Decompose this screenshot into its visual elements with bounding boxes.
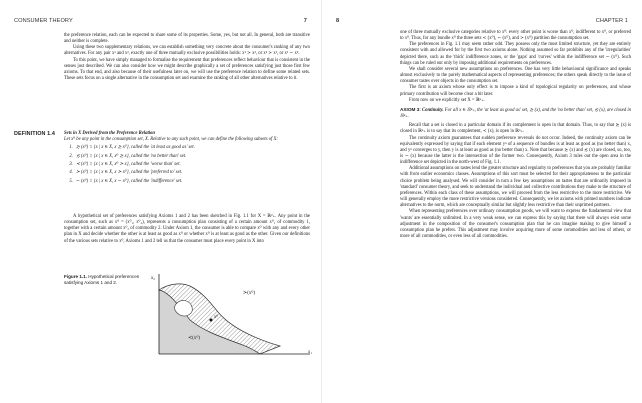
upper-set-label: ≻(x⁰) xyxy=(243,291,256,296)
list-item: 5. ∼ (x⁰) ≡ {x | x ∈ X, x ∼ x⁰}, called the 'indifference' set. xyxy=(74,179,310,185)
figure-caption-text: Hypothetical preferences satisfying Axioms 1 and 2. xyxy=(64,274,140,285)
running-head-right: CHAPTER 1 xyxy=(595,18,628,24)
running-head-left: CONSUMER THEORY xyxy=(14,18,73,24)
axiom-title: Continuity. xyxy=(422,107,444,113)
paragraph: To this point, we have simply managed to formalise the requirement that preferences reflect behaviour that is consistent in the senses just described. We can also consider how we might describe graphically a set of preferences satisfying just those first few axioms. To that end, and also because of their usefulness later on, we will use the preference relation to define some related sets. These sets focus on a single alternative in the consumption set and examine the ranking of all other alternatives relative to it. xyxy=(64,57,310,82)
axiom-text: For all x ∈ ℝⁿ₊, the 'at least as good as' set, ≿ (x), and the 'no better than' set, ≾ (x), are closed in ℝⁿ₊. xyxy=(400,107,631,120)
paragraph: A hypothetical set of preferences satisfying Axioms 1 and 2 has been sketched in Fig. 1.1 for X = ℝ²₊. Any point in the consumption set, such as x⁰ = (x⁰₁, x⁰₂), represents a consumption plan consisting of a certain amount x⁰₁ of commodity 1, together with a certain amount x⁰₂ of commodity 2. Under Axiom 1, the consumer is able to compare x⁰ with any and every other plan in X and decide whether the other is at least as good as x⁰ or whether x⁰ is at least as good as the other. Given our definitions of the various sets relative to x⁰, Axioms 1 and 2 tell us that the consumer must place every point in X into xyxy=(64,214,310,244)
lower-set-label: ≺(x⁰) xyxy=(188,336,201,341)
y-axis-label: x₂ xyxy=(151,276,155,281)
page-number-right: 8 xyxy=(336,18,340,24)
figure-1-1-diagram xyxy=(150,272,316,358)
figure-caption xyxy=(64,274,142,286)
list-item: 2. ≾ (x⁰) ≡ {x | x ∈ X, x⁰ ≿ x}, called the 'no better than' set. xyxy=(74,154,310,160)
paragraph: Using these two supplementary relations, we can establish something very concrete about the consumer's ranking of any two alternatives. For any pair x¹ and x², exactly one of three mutually exclusive possibilities holds: x¹ ≻ x², or x² ≻ x¹, or x¹ ∼ x². xyxy=(64,45,310,57)
paragraph: Additional assumptions on tastes lend the greater structure and regularity to preferences that you are probably familiar with from earlier economics classes. Assumptions of this sort must be selected for their appropriateness to the particular choice problem being analysed. We will consider in turn a few key assumptions on tastes that are ordinarily imposed in 'standard' consumer theory, and seek to understand the individual and collective contributions they make to the structure of preferences. Within each class of these assumptions, we will proceed from the less restrictive to the more restrictive. We will generally employ the more restrictive versions considered. Consequently, we let axioms with primed numbers indicate alternatives to the norm, which are conceptually similar but slightly less restrictive than their unprimed partners. xyxy=(400,166,631,209)
paragraph: When representing preferences over ordinary consumption goods, we will want to express the fundamental view that 'wants' are essentially unlimited. In a very weak sense, we can express this by saying that there will always exist some adjustment in the composition of the consumer's consumption plan that he can imagine making to give himself a consumption plan he prefers. This adjustment may involve acquiring more of some commodities and less of others, or more of all commodities, or even less of all commodities. xyxy=(400,209,631,239)
definition-list xyxy=(64,145,310,185)
figure-caption-label: Figure 1.1. xyxy=(64,274,87,279)
paragraph: We shall consider several new assumptions on preferences. One has very little behavioural significance and speaks almost exclusively to the purely mathematical aspects of representing preferences; the others speak directly to the issue of consumer tastes over objects in the consumption set. xyxy=(400,66,631,85)
point-label: x⁰ xyxy=(214,315,219,320)
list-item: 1. ≿ (x⁰) ≡ {x | x ∈ X, x ≿ x⁰}, called the 'at least as good as' set. xyxy=(74,145,310,151)
left-intro-text xyxy=(64,33,310,82)
list-item: 4. ≻ (x⁰) ≡ {x | x ∈ X, x ≻ x⁰}, called the 'preferred to' set. xyxy=(74,170,310,176)
paragraph: Recall that a set is closed in a particular domain if its complement is open in that domain. Thus, to say that ≿ (x) is closed in ℝⁿ₊ is to say that its complement, ≺ (x), is open in ℝⁿ₊. xyxy=(400,123,631,135)
definition-block xyxy=(64,131,310,187)
paragraph: The preferences in Fig. 1.1 may seem rather odd. They possess only the most limited structure, yet they are entirely consistent with and allowed for by the first two axioms alone. Nothing assumed so far prohibits any of the 'irregularities' depicted there, such as the 'thick' indifference zones, or the 'gaps' and 'curves' within the indifference set ∼ (x⁰). Such things can be ruled out only by imposing additional requirements on preferences. xyxy=(400,42,631,66)
definition-label: DEFINITION 1.4 xyxy=(14,131,55,137)
definition-title: Sets in X Derived from the Preference Relation xyxy=(64,131,156,136)
list-item: 3. ≺ (x⁰) ≡ {x | x ∈ X, x⁰ ≻ x}, called the 'worse than' set. xyxy=(74,162,310,168)
point-x0 xyxy=(210,319,213,322)
right-body-text xyxy=(400,30,631,240)
paragraph: the preference relation, each can be expected to share some of its properties. Some, yes, but not all. In general, both are transitive and neither is complete. xyxy=(64,33,310,45)
axiom-block xyxy=(400,107,631,120)
paragraph: The continuity axiom guarantees that sudden preference reversals do not occur. Indeed, the continuity axiom can be equivalently expressed by saying that if each element yⁿ of a sequence of bundles is at least as good as (no better than) x, and yⁿ converges to y, then y is at least as good as (no better than) x. Note that because ≿ (x) and ≾ (x) are closed, so, too, is ∼ (x) because the latter is the intersection of the former two. Consequently, Axiom 3 rules out the open area in the indifference set depicted in the north-west of Fig. 1.1. xyxy=(400,135,631,166)
paragraph: The first is an axiom whose only effect is to impose a kind of topological regularity on preferences, and whose primary contribution will become clear a bit later. xyxy=(400,85,631,97)
paragraph: From now on we explicitly set X = ℝⁿ₊. xyxy=(409,97,485,103)
definition-lead: Let x⁰ be any point in the consumption set, X. Relative to any such point, we can define the following subsets of X: xyxy=(64,137,278,143)
left-after-text xyxy=(64,214,310,245)
x-axis-label: x₁ xyxy=(308,350,312,355)
axiom-label: AXIOM 3: xyxy=(400,106,421,112)
paragraph: one of three mutually exclusive categories relative to x⁰: every other point is worse than x⁰, indifferent to x⁰, or preferred to x⁰. Thus, for any bundle x⁰ the three sets ≺ (x⁰), ∼ (x⁰), and ≻ (x⁰) partition the consumption set. xyxy=(400,30,631,42)
page-number-left: 7 xyxy=(303,18,307,24)
right-page xyxy=(321,0,642,403)
